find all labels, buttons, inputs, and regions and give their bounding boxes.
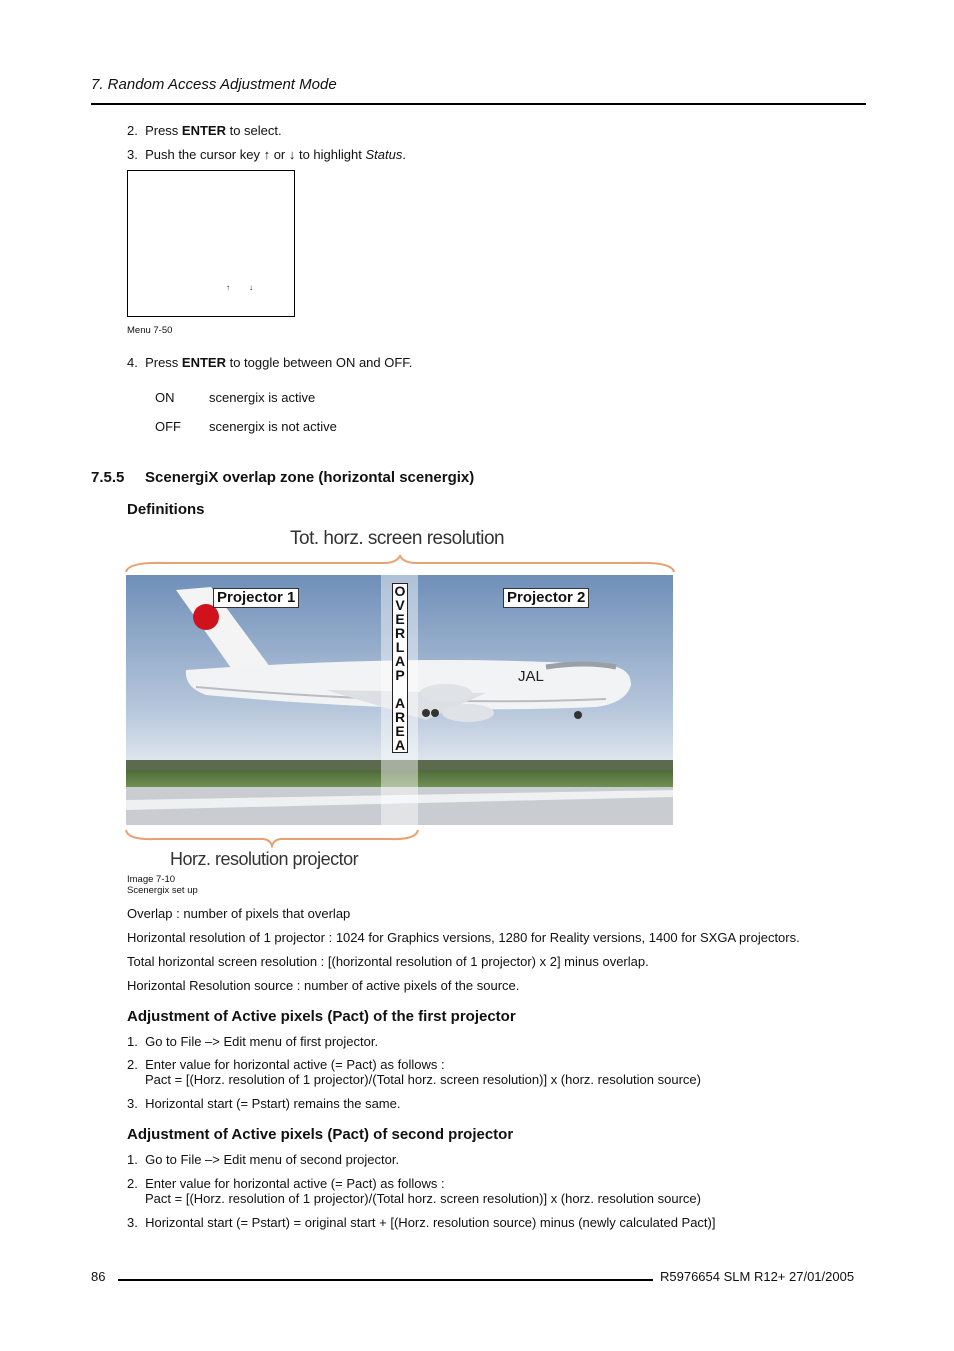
definition-total-resolution bbox=[127, 954, 649, 970]
adj-second-step-2 bbox=[127, 1176, 445, 1192]
header-rule bbox=[91, 103, 866, 105]
definition-term: Horizontal Resolution source : bbox=[127, 978, 305, 993]
step-text: Horizontal start (= Pstart) remains the same. bbox=[145, 1096, 401, 1111]
step-4 bbox=[127, 355, 412, 371]
definition-desc: number of active pixels of the source. bbox=[304, 978, 520, 993]
figure-caption-number: Image 7-10 bbox=[127, 874, 176, 885]
overlap-letter: L bbox=[395, 639, 405, 655]
step-text: to toggle between ON and OFF. bbox=[225, 355, 413, 370]
adj-second-heading: Adjustment of Active pixels (Pact) of second projector bbox=[127, 1126, 514, 1143]
step-text: to select. bbox=[225, 123, 282, 138]
overlap-letter: V bbox=[395, 597, 405, 613]
arrow-up-icon: ↑ bbox=[226, 283, 230, 292]
adj-first-step-2 bbox=[127, 1057, 445, 1073]
step-text: Enter value for horizontal active (= Pact) as follows : bbox=[145, 1057, 445, 1072]
projector-2-label: Projector 2 bbox=[503, 588, 589, 608]
toggle-off-key: OFF bbox=[155, 419, 181, 434]
step-number: 1. bbox=[127, 1034, 138, 1049]
step-number: 1. bbox=[127, 1152, 138, 1167]
step-number: 2. bbox=[127, 123, 138, 138]
definitions-heading: Definitions bbox=[127, 501, 205, 518]
figure-bottom-label: Horz. resolution projector bbox=[170, 849, 359, 869]
definition-horizontal-resolution bbox=[127, 930, 800, 946]
toggle-off-desc: scenergix is not active bbox=[209, 419, 337, 434]
definition-desc: number of pixels that overlap bbox=[183, 906, 351, 921]
definition-term: Horizontal resolution of 1 projector : bbox=[127, 930, 336, 945]
overlap-letter: P bbox=[395, 667, 405, 683]
adj-first-heading: Adjustment of Active pixels (Pact) of the first projector bbox=[127, 1008, 516, 1025]
figure-top-label: Tot. horz. screen resolution bbox=[290, 528, 505, 549]
definition-desc: 1024 for Graphics versions, 1280 for Reality versions, 1400 for SXGA projectors. bbox=[335, 930, 800, 945]
step-2 bbox=[127, 123, 282, 139]
adj-second-step-3 bbox=[127, 1215, 716, 1231]
adj-first-step-3 bbox=[127, 1096, 400, 1112]
section-title: ScenergiX overlap zone (horizontal scenergix) bbox=[145, 469, 475, 486]
chapter-title: 7. Random Access Adjustment Mode bbox=[91, 76, 337, 93]
figure-caption-title: Scenergix set up bbox=[127, 885, 198, 896]
step-text: Press bbox=[145, 355, 182, 370]
overlap-letter: O bbox=[394, 583, 406, 599]
top-brace-icon bbox=[124, 554, 676, 576]
step-number: 4. bbox=[127, 355, 138, 370]
step-text: Push the cursor key ↑ or ↓ to highlight bbox=[145, 147, 366, 162]
step-text: Go to File –> Edit menu of first projector. bbox=[145, 1034, 379, 1049]
overlap-letter: A bbox=[394, 737, 406, 753]
fuselage-logo: JAL bbox=[518, 668, 544, 685]
step-number: 2. bbox=[127, 1176, 138, 1191]
definition-term: Total horizontal screen resolution : bbox=[127, 954, 328, 969]
adj-second-step-1 bbox=[127, 1152, 399, 1168]
arrow-down-icon: ↓ bbox=[249, 283, 253, 292]
key-enter: ENTER bbox=[181, 123, 226, 138]
toggle-on-desc: scenergix is active bbox=[209, 390, 316, 405]
overlap-letter: E bbox=[395, 611, 405, 627]
document-reference: R5976654 SLM R12+ 27/01/2005 bbox=[660, 1269, 855, 1284]
toggle-on-key: ON bbox=[155, 390, 175, 405]
page-number: 86 bbox=[91, 1269, 106, 1284]
scenergix-airplane-photo bbox=[126, 575, 673, 825]
key-enter: ENTER bbox=[181, 355, 226, 370]
bottom-brace-icon bbox=[124, 826, 420, 848]
definition-term: Overlap : bbox=[127, 906, 184, 921]
step-text: Enter value for horizontal active (= Pact) as follows : bbox=[145, 1176, 445, 1191]
step-text: Go to File –> Edit menu of second projector. bbox=[145, 1152, 400, 1167]
definition-resolution-source bbox=[127, 978, 519, 994]
step-text: Horizontal start (= Pstart) = original start + [(Horz. resolution source) minus (newly calculated Pact)] bbox=[145, 1215, 716, 1230]
overlap-letter: R bbox=[394, 709, 406, 725]
overlap-letter: A bbox=[394, 695, 406, 711]
adj-first-formula: Pact = [(Horz. resolution of 1 projector)/(Total horz. screen resolution)] x (horz. resolution source) bbox=[145, 1072, 701, 1087]
overlap-letter: A bbox=[394, 653, 406, 669]
step-text: . bbox=[402, 147, 406, 162]
menu-7-50-box bbox=[127, 170, 295, 317]
section-number: 7.5.5 bbox=[91, 469, 125, 486]
status-term: Status bbox=[365, 147, 403, 162]
overlap-letter: R bbox=[394, 625, 406, 641]
menu-caption: Menu 7-50 bbox=[127, 325, 173, 336]
step-number: 3. bbox=[127, 1215, 138, 1230]
step-text: Press bbox=[145, 123, 182, 138]
projector-1-label: Projector 1 bbox=[213, 588, 299, 608]
footer-rule bbox=[118, 1279, 653, 1281]
overlap-letter: E bbox=[395, 723, 405, 739]
definition-overlap bbox=[127, 906, 350, 922]
adj-first-step-1 bbox=[127, 1034, 378, 1050]
step-number: 3. bbox=[127, 1096, 138, 1111]
overlap-gap bbox=[393, 682, 407, 696]
overlap-area-label bbox=[392, 583, 408, 753]
definition-desc: [(horizontal resolution of 1 projector) x 2] minus overlap. bbox=[327, 954, 649, 969]
step-number: 2. bbox=[127, 1057, 138, 1072]
step-3 bbox=[127, 147, 406, 163]
step-number: 3. bbox=[127, 147, 138, 162]
adj-second-formula: Pact = [(Horz. resolution of 1 projector)/(Total horz. screen resolution)] x (horz. resolution source) bbox=[145, 1191, 701, 1206]
